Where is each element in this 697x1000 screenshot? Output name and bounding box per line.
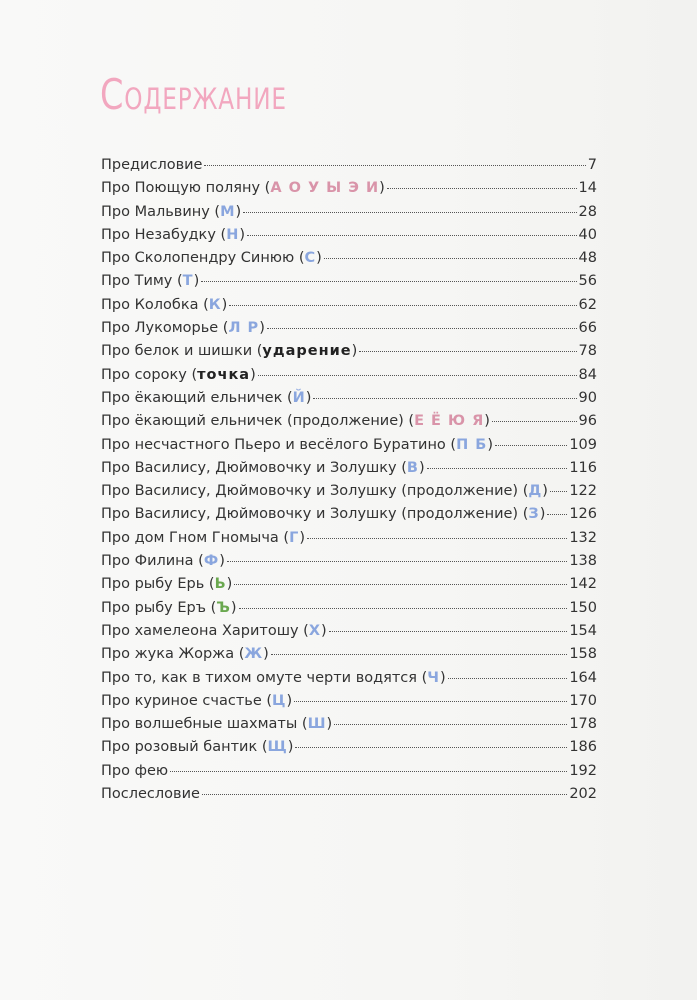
paren-close: ) <box>484 413 490 430</box>
toc-entry-letters: Х <box>308 622 322 639</box>
paren-close: ) <box>379 180 385 197</box>
toc-entry-letters: Й <box>292 389 306 406</box>
toc-entry-letters: Ч <box>427 669 441 686</box>
dot-leader <box>239 608 568 609</box>
toc-entry-title <box>101 670 446 686</box>
paren-open: ( <box>204 576 215 593</box>
toc-entry-text: Про Незабудку <box>101 226 216 243</box>
toc-entry-letters: Д <box>528 483 543 500</box>
toc-entry-title <box>101 739 293 755</box>
toc-entry-title <box>101 506 545 522</box>
toc-entry-page-number: 116 <box>569 459 597 476</box>
paren-open: ( <box>172 273 183 290</box>
paren-open: ( <box>261 692 273 709</box>
toc-entry-page-number: 170 <box>569 692 597 709</box>
toc-entry[interactable] <box>101 390 597 413</box>
toc-entry-letters: Л Р <box>228 320 260 337</box>
paren-close: ) <box>239 226 245 243</box>
toc-entry[interactable] <box>101 600 597 623</box>
toc-entry-title <box>101 297 227 313</box>
toc-entry[interactable] <box>101 273 597 296</box>
dot-leader <box>202 794 567 795</box>
toc-entry-letters: М <box>220 203 236 220</box>
toc-entry[interactable] <box>101 670 597 693</box>
paren-close: ) <box>316 250 322 267</box>
paren-close: ) <box>539 506 546 523</box>
toc-entry-page-number: 150 <box>569 599 597 616</box>
toc-entry-page-number: 154 <box>569 622 597 639</box>
paren-open: ( <box>198 296 209 313</box>
toc-entry-letters: ударение <box>262 343 352 360</box>
toc-entry-page-number: 192 <box>569 762 597 779</box>
toc-entry[interactable] <box>101 437 597 460</box>
toc-entry-title <box>101 180 385 196</box>
paren-open: ( <box>518 506 529 523</box>
dot-leader <box>294 701 567 702</box>
toc-entry[interactable] <box>101 623 597 646</box>
paren-open: ( <box>186 366 198 383</box>
toc-entry[interactable] <box>101 343 597 366</box>
toc-entry[interactable] <box>101 530 597 553</box>
paren-open: ( <box>209 203 221 220</box>
toc-entry-text: Про розовый бантик <box>101 739 258 756</box>
toc-entry-text: Про Филина <box>101 553 194 570</box>
toc-entry-text: Про белок и шишки <box>101 343 253 360</box>
toc-entry-text: Про Мальвину <box>101 203 210 220</box>
toc-entry-page-number: 7 <box>587 157 597 173</box>
toc-entry[interactable] <box>101 250 597 273</box>
dot-leader <box>271 654 567 655</box>
dot-leader <box>324 258 577 259</box>
dot-leader <box>227 561 567 562</box>
toc-entry-letters: В <box>406 459 419 476</box>
dot-leader <box>234 584 567 585</box>
toc-entry-page-number: 28 <box>578 203 597 220</box>
paren-close: ) <box>259 320 265 337</box>
toc-entry-text: Про куриное счастье <box>101 692 262 709</box>
toc-entry-title <box>101 576 232 592</box>
dot-leader <box>258 375 577 376</box>
dot-leader <box>243 212 576 213</box>
toc-entry-letters: А О У Ы Э И <box>270 180 380 197</box>
dot-leader <box>427 468 568 469</box>
toc-entry[interactable] <box>101 693 597 716</box>
toc-entry[interactable] <box>101 483 597 506</box>
toc-entry-page-number: 178 <box>569 716 597 733</box>
toc-entry-letters: точка <box>197 366 251 383</box>
paren-close: ) <box>193 273 200 290</box>
toc-entry-text: Про дом Гном Гномыча <box>101 529 279 546</box>
toc-entry-page-number: 158 <box>569 646 597 663</box>
toc-entry-page-number: 78 <box>578 343 597 360</box>
toc-entry-page-number: 164 <box>569 669 597 686</box>
dot-leader <box>229 305 576 306</box>
dot-leader <box>247 235 577 236</box>
toc-entry-page-number: 109 <box>569 436 597 453</box>
toc-entry-letters: П Б <box>456 436 488 453</box>
toc-entry-letters: Е Ё Ю Я <box>414 413 485 430</box>
toc-entry-letters: К <box>208 296 222 313</box>
toc-entry-page-number: 132 <box>569 529 597 546</box>
toc-entry-title <box>101 320 265 336</box>
toc-entry-page-number: 14 <box>578 180 597 197</box>
dot-leader <box>307 538 567 539</box>
toc-entry-title <box>101 623 327 639</box>
toc-entry-letters: Ь <box>214 576 227 593</box>
toc-entry[interactable] <box>101 716 597 739</box>
toc-entry[interactable] <box>101 413 597 436</box>
toc-entry-page-number: 90 <box>578 389 597 406</box>
toc-entry[interactable] <box>101 157 597 180</box>
paren-open: ( <box>193 553 204 570</box>
toc-entry-page-number: 66 <box>578 320 597 337</box>
paren-close: ) <box>287 739 294 756</box>
toc-entry-title <box>101 693 292 709</box>
toc-entry-title <box>101 413 490 429</box>
dot-leader <box>547 514 567 515</box>
paren-close: ) <box>226 576 233 593</box>
toc-entry-text: Послесловие <box>101 786 200 803</box>
toc-entry-page-number: 186 <box>569 739 597 756</box>
toc-entry[interactable] <box>101 204 597 227</box>
paren-close: ) <box>219 553 225 570</box>
paren-close: ) <box>299 529 306 546</box>
toc-entry[interactable] <box>101 786 597 809</box>
paren-open: ( <box>215 226 227 243</box>
toc-entry-title <box>101 530 305 546</box>
toc-entry-text: Про сороку <box>101 366 187 383</box>
toc-entry-text: Про Поющую поляну <box>101 180 261 197</box>
paren-open: ( <box>205 599 217 616</box>
toc-entry-title <box>101 437 493 453</box>
toc-entry-page-number: 96 <box>578 413 597 430</box>
toc-entry-text: Про фею <box>101 762 169 779</box>
toc-entry-text: Про Василису, Дюймовочку и Золушку (продолжение) <box>101 483 519 500</box>
toc-entry-title <box>101 204 241 220</box>
toc-entry-title <box>101 343 357 359</box>
toc-entry-title <box>101 600 237 616</box>
toc-entry[interactable] <box>101 739 597 762</box>
dot-leader <box>313 398 576 399</box>
paren-open: ( <box>396 459 407 476</box>
dot-leader <box>201 281 576 282</box>
toc-entry[interactable] <box>101 763 597 786</box>
paren-close: ) <box>230 599 237 616</box>
toc-entry-text: Про Тиму <box>101 273 173 290</box>
toc-entry-text: Про волшебные шахматы <box>101 716 298 733</box>
dot-leader <box>295 747 567 748</box>
toc-entry-title <box>101 157 202 173</box>
paren-close: ) <box>418 459 425 476</box>
toc-entry-title <box>101 367 256 383</box>
paren-open: ( <box>417 669 428 686</box>
toc-entry[interactable] <box>101 320 597 343</box>
dot-leader <box>387 188 577 189</box>
toc-entry-letters: Т <box>182 273 194 290</box>
toc-entry-letters: Ъ <box>216 599 231 616</box>
paren-open: ( <box>252 343 263 360</box>
paren-open: ( <box>294 250 305 267</box>
toc-entry[interactable] <box>101 297 597 320</box>
toc-entry-title <box>101 483 548 499</box>
toc-entry-title <box>101 460 425 476</box>
dot-leader <box>204 165 585 166</box>
paren-open: ( <box>278 529 290 546</box>
paren-close: ) <box>305 389 312 406</box>
toc-entry-letters: Ф <box>203 553 220 570</box>
dot-leader <box>359 351 576 352</box>
toc-entry-letters: З <box>528 506 540 523</box>
toc-entry-title <box>101 553 225 569</box>
toc-entry-title <box>101 227 245 243</box>
toc-entry-text: Предисловие <box>101 157 203 173</box>
toc-entry[interactable] <box>101 646 597 669</box>
toc-entry[interactable] <box>101 576 597 599</box>
paren-close: ) <box>250 366 256 383</box>
toc-entry-text: Про Василису, Дюймовочку и Золушку <box>101 459 397 476</box>
toc-entry[interactable] <box>101 180 597 203</box>
toc-entry[interactable] <box>101 367 597 390</box>
toc-entry-letters: Ц <box>272 692 287 709</box>
toc-entry-text: Про рыбу Еръ <box>101 599 206 616</box>
paren-open: ( <box>298 622 309 639</box>
dot-leader <box>448 678 568 679</box>
paren-close: ) <box>542 483 548 500</box>
paren-close: ) <box>440 669 446 686</box>
toc-entry-letters: Ж <box>244 646 264 663</box>
paren-open: ( <box>445 436 457 453</box>
toc-entry-text: Про жука Жоржа <box>101 646 235 663</box>
dot-leader <box>492 421 577 422</box>
paren-open: ( <box>260 180 271 197</box>
dot-leader <box>329 631 568 632</box>
paren-close: ) <box>221 296 228 313</box>
toc-entry-page-number: 56 <box>578 273 597 290</box>
paren-open: ( <box>518 483 529 500</box>
toc-entry-text: Про Сколопендру Синюю <box>101 250 295 267</box>
toc-entry-text: Про несчастного Пьеро и весёлого Буратино <box>101 436 446 453</box>
paren-close: ) <box>321 622 327 639</box>
toc-entry[interactable] <box>101 506 597 529</box>
page-title: Содержание <box>100 70 287 119</box>
paren-close: ) <box>235 203 242 220</box>
toc-entry-text: Про рыбу Ерь <box>101 576 205 593</box>
dot-leader <box>170 771 567 772</box>
toc-entry-text: Про Василису, Дюймовочку и Золушку (продолжение) <box>101 506 519 523</box>
paren-close: ) <box>263 646 269 663</box>
dot-leader <box>550 491 567 492</box>
toc-entry-letters: Г <box>289 529 300 546</box>
toc-entry-text: Про ёкающий ельничек <box>101 389 283 406</box>
paren-close: ) <box>351 343 358 360</box>
toc-entry-text: Про ёкающий ельничек (продолжение) <box>101 413 404 430</box>
toc-entry-page-number: 138 <box>569 553 597 570</box>
toc-entry-letters: Ш <box>307 716 327 733</box>
toc-entry[interactable] <box>101 553 597 576</box>
table-of-contents <box>101 157 597 809</box>
dot-leader <box>267 328 577 329</box>
toc-entry[interactable] <box>101 227 597 250</box>
paren-open: ( <box>403 413 415 430</box>
dot-leader <box>495 445 567 446</box>
paren-open: ( <box>257 739 268 756</box>
toc-entry-text: Про хамелеона Харитошу <box>101 622 299 639</box>
toc-entry-page-number: 84 <box>578 366 597 383</box>
paren-close: ) <box>487 436 494 453</box>
toc-entry-page-number: 202 <box>569 786 597 803</box>
paren-open: ( <box>218 320 229 337</box>
paren-close: ) <box>286 692 293 709</box>
toc-entry-title <box>101 786 200 802</box>
dot-leader <box>334 724 567 725</box>
toc-entry-letters: С <box>304 250 317 267</box>
toc-entry-title <box>101 716 332 732</box>
toc-entry-title <box>101 390 311 406</box>
paren-close: ) <box>326 716 333 733</box>
toc-entry-page-number: 126 <box>569 506 597 523</box>
toc-entry-title <box>101 250 322 266</box>
paren-open: ( <box>297 716 308 733</box>
toc-entry-page-number: 142 <box>569 576 597 593</box>
toc-entry[interactable] <box>101 460 597 483</box>
toc-entry-page-number: 122 <box>569 483 597 500</box>
toc-entry-letters: Н <box>226 226 240 243</box>
toc-entry-page-number: 48 <box>578 250 597 267</box>
toc-entry-text: Про то, как в тихом омуте черти водятся <box>101 669 418 686</box>
toc-entry-title <box>101 273 199 289</box>
toc-entry-page-number: 40 <box>578 226 597 243</box>
toc-entry-title <box>101 646 269 662</box>
toc-entry-letters: Щ <box>267 739 288 756</box>
toc-entry-page-number: 62 <box>578 296 597 313</box>
toc-entry-title <box>101 763 168 779</box>
paren-open: ( <box>234 646 245 663</box>
toc-entry-text: Про Колобка <box>101 296 199 313</box>
paren-open: ( <box>282 389 293 406</box>
toc-entry-text: Про Лукоморье <box>101 320 219 337</box>
